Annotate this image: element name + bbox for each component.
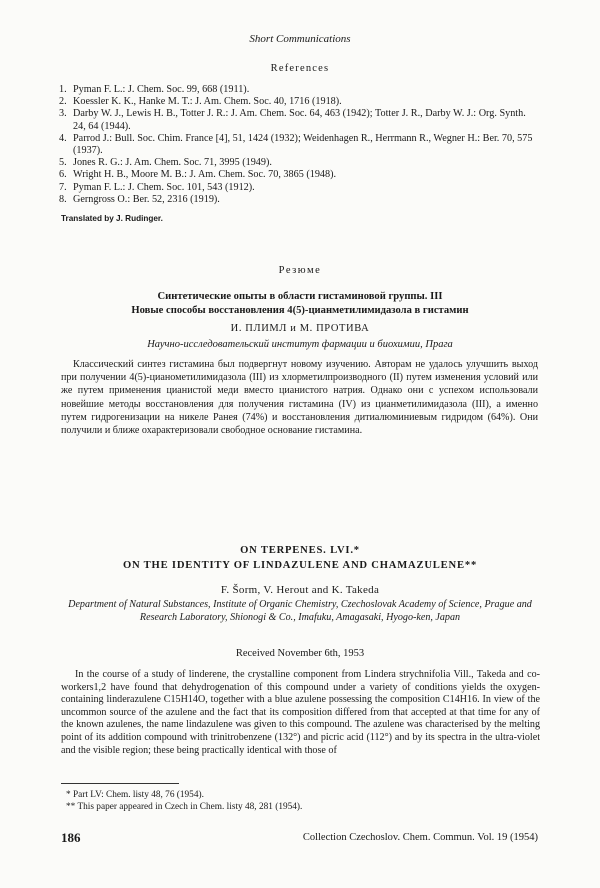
reference-text: Darby W. J., Lewis H. B., Totter J. R.: J. Am. Chem. Soc. 64, 463 (1942); Totter J. R., Darby W. J.: Org. Synth. 24, 64 (1944). — [73, 108, 526, 132]
reference-number: 6. — [59, 169, 67, 181]
reference-text: Parrod J.: Bull. Soc. Chim. France [4], 51, 1424 (1932); Weidenhagen R., Herrmann R., Wegner H.: Ber. 70, 575 (1937). — [73, 132, 533, 157]
received-date: Received November 6th, 1953 — [235, 648, 365, 659]
journal-citation: Collection Czechoslov. Chem. Commun. Vol. 19 (1954) — [302, 832, 538, 843]
resume-heading-line1: Синтетические опыты в области гистаминовой группы. III — [157, 291, 443, 302]
references-title: References — [270, 63, 330, 74]
footnotes — [66, 790, 536, 814]
reference-number: 1. — [59, 84, 67, 95]
running-head: Short Communications — [249, 33, 351, 45]
reference-number: 8. — [59, 193, 67, 205]
reference-text: Gerngross O.: Ber. 52, 2316 (1919). — [73, 193, 220, 205]
resume-title: Резюме — [278, 265, 322, 276]
article-title-line1: ON TERPENES. LVI.* — [240, 545, 360, 556]
reference-text: Koessler K. K., Hanke M. T.: J. Am. Chem. Soc. 40, 1716 (1918). — [73, 96, 342, 108]
article-title-line2: ON THE IDENTITY OF LINDAZULENE AND CHAMAZULENE** — [122, 560, 478, 571]
reference-text: Jones R. G.: J. Am. Chem. Soc. 71, 3995 (1949). — [73, 157, 272, 169]
reference-item — [61, 182, 541, 194]
references-list — [61, 84, 541, 206]
reference-number: 2. — [59, 96, 67, 108]
reference-item — [61, 108, 541, 132]
reference-item — [61, 194, 541, 206]
resume-heading-line2: Новые способы восстановления 4(5)-цианметилимидазола в гистамин — [131, 305, 469, 316]
article-authors: F. Šorm, V. Herout and K. Takeda — [220, 584, 380, 596]
article-affiliation: Department of Natural Substances, Institute of Organic Chemistry, Czechoslovak Academy of Science, Prague and Research Laboratory, Shionogi & Co., Imafuku, Amagasaki, Hyogo-ken, Japan — [68, 599, 532, 623]
footnote: ** This paper appeared in Czech in Chem. listy 48, 281 (1954). — [66, 801, 303, 812]
reference-text: Wright H. B., Moore M. B.: J. Am. Chem. Soc. 70, 3865 (1948). — [73, 169, 337, 181]
page-number: 186 — [61, 830, 81, 845]
reference-item — [61, 133, 541, 157]
reference-item — [61, 96, 541, 108]
reference-item — [61, 169, 541, 181]
reference-item — [61, 84, 541, 96]
reference-number: 3. — [59, 108, 67, 120]
article-body: In the course of a study of linderene, the crystalline component from Lindera strychnifolia Vill., Takeda and co-workers1,2 have found that dehydrogenation of this compound under a variety of conditions yields the oxygen-containing linderazulene C15H14O, together with a blue azulene possessing the composition C14H16. In view of the uncommon source of the azulene and the fact that its composition differed from that accepted at that time for any of the known azulenes, the name lindazulene was given to this compound. The azulene was characterised by the melting point of its addition compound with trinitrobenzene (132°) and picric acid (112°) and by its spectra in the ultra-violet and the visible region; these being practically identical with those of — [61, 669, 540, 756]
footnote-rule — [61, 783, 179, 784]
resume-authors: И. ПЛИМЛ и М. ПРОТИВА — [230, 323, 370, 334]
reference-text: Pyman F. L.: J. Chem. Soc. 99, 668 (1911). — [73, 84, 250, 95]
reference-number: 4. — [59, 132, 67, 144]
resume-abstract: Классический синтез гистамина был подвергнут новому изучению. Авторам не удалось улучшить выход при получении 4(5)-цианометилимидазола (III) из хлорметилпроизводного (II) путем изменения условий или же путем применения цианистой меди вместо цианистого натрия. Однако они с успехом использовали новейшие методы восстановления для получения гистамина (IV) из цианметилимидазола (III), а именно путем гидрогенизации на никеле Ранея (74%) и восстановления дитиалюминиевым гидридом (64%). Они получили и ближе охарактеризовали свободное основание гистамина. — [61, 359, 538, 437]
reference-text: Pyman F. L.: J. Chem. Soc. 101, 543 (1912). — [73, 181, 255, 193]
resume-institute: Научно-исследовательский институт фармации и биохимии, Прага — [147, 339, 453, 350]
footnote: * Part LV: Chem. listy 48, 76 (1954). — [66, 790, 204, 800]
reference-item — [61, 157, 541, 169]
reference-number: 5. — [59, 157, 67, 169]
translator-credit: Translated by J. Rudinger. — [61, 214, 163, 223]
reference-number: 7. — [59, 181, 67, 193]
